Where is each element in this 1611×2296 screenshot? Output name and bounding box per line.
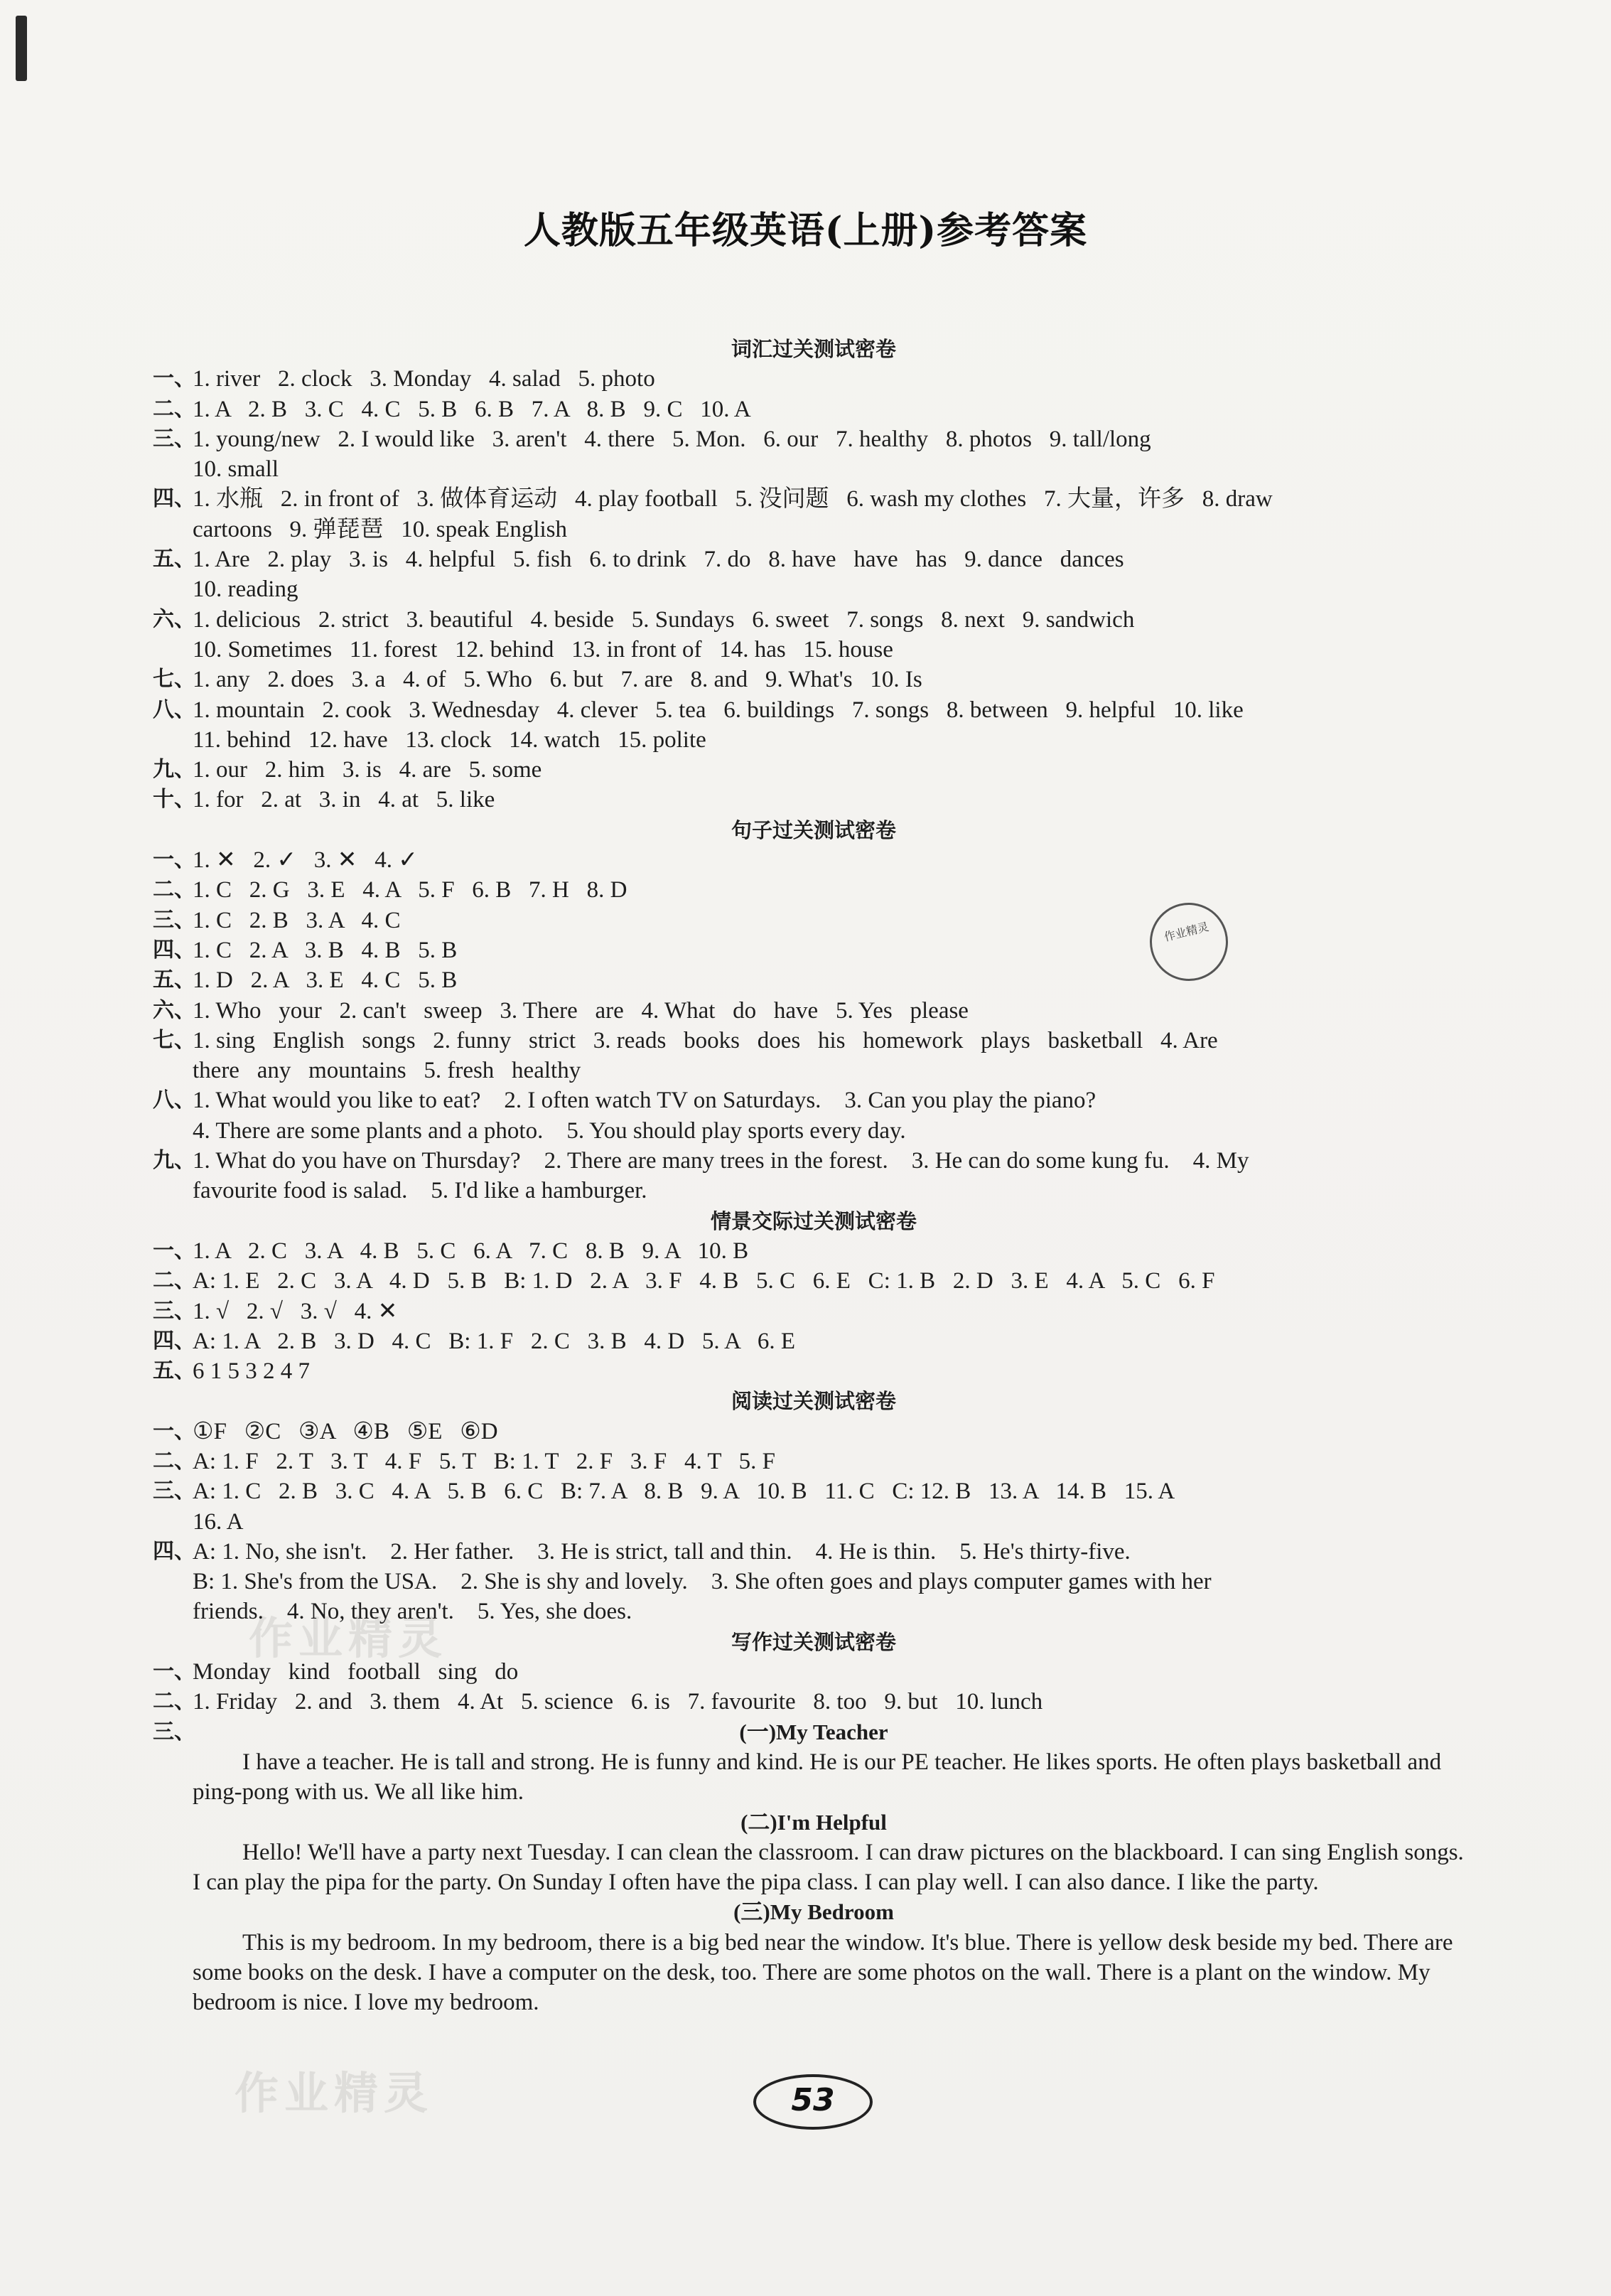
answer-line — [153, 996, 1475, 1026]
answer-line — [153, 424, 1475, 454]
answer-line — [153, 665, 1475, 694]
answer-line — [153, 695, 1475, 725]
answer-text: 1. Who your 2. can't sweep 3. There are 4. What do have 5. Yes please — [193, 997, 969, 1024]
answer-text: 1. A 2. B 3. C 4. C 5. B 6. B 7. A 8. B 9. C 10. A — [193, 396, 751, 422]
answer-line — [153, 1297, 1475, 1326]
answer-text: 6 1 5 3 2 4 7 — [193, 1358, 310, 1385]
scan-edge-mark — [16, 16, 27, 81]
answer-line — [153, 1507, 1475, 1537]
answer-text: 1. Friday 2. and 3. them 4. At 5. science 6. is 7. favourite 8. too 9. but 10. lunch — [193, 1689, 1043, 1715]
question-number: 三、 — [153, 1479, 195, 1504]
question-number: 一、 — [153, 366, 195, 392]
answer-line — [153, 935, 1475, 965]
answer-line — [153, 1657, 1475, 1687]
answer-line — [153, 1417, 1475, 1447]
answer-text: 11. behind 12. have 13. clock 14. watch 15. polite — [193, 726, 706, 753]
answer-text: 10. small — [193, 456, 279, 483]
question-number: 二、 — [153, 1689, 195, 1715]
answer-line — [153, 1537, 1475, 1567]
answer-line — [153, 574, 1475, 604]
answer-line — [153, 725, 1475, 755]
answer-text: 1. C 2. A 3. B 4. B 5. B — [193, 937, 458, 963]
question-number: 一、 — [153, 847, 195, 873]
page-title: 人教版五年级英语(上册)参考答案 — [523, 209, 1088, 252]
essay-question-line — [153, 1717, 1475, 1747]
watermark-stamp: 作业精灵 — [1141, 894, 1236, 989]
essay-body: Hello! We'll have a party next Tuesday. I can clean the classroom. I can draw pictures on the blackboard. I can sing English songs. I can play the pipa for the party. On Sunday I often have the pipa class. I can play well. I can also dance. I like the party. — [193, 1839, 1464, 1896]
essay-title: (二)I'm Helpful — [740, 1809, 887, 1835]
answer-line — [153, 1056, 1475, 1085]
question-number: 三、 — [153, 1298, 195, 1324]
answer-line — [153, 1266, 1475, 1296]
answer-line — [153, 545, 1475, 574]
answer-line — [153, 785, 1475, 815]
answer-text: 1. ✕ 2. ✓ 3. ✕ 4. ✓ — [193, 847, 418, 874]
answer-line — [153, 1176, 1475, 1206]
answer-line — [153, 1326, 1475, 1356]
answer-text: 1. What would you like to eat? 2. I often watch TV on Saturdays. 3. Can you play the piano? — [193, 1088, 1097, 1114]
watermark-text: 作业精灵 — [249, 1612, 448, 1664]
answer-text: 1. D 2. A 3. E 4. C 5. B — [193, 967, 458, 994]
answer-line — [153, 906, 1475, 935]
answer-text: 1. 水瓶 2. in front of 3. 做体育运动 4. play football 5. 没问题 6. wash my clothes 7. 大量，许多 8. draw — [193, 486, 1273, 513]
section-title: 写作过关测试密卷 — [731, 1629, 896, 1654]
answer-text: 4. There are some plants and a photo. 5. You should play sports every day. — [193, 1117, 906, 1144]
section-title: 情景交际过关测试密卷 — [710, 1208, 917, 1233]
question-number: 一、 — [153, 1238, 195, 1263]
answer-line — [153, 635, 1475, 665]
answer-line — [153, 1026, 1475, 1056]
answer-line — [153, 1236, 1475, 1266]
answer-text: 1. √ 2. √ 3. √ 4. ✕ — [193, 1298, 398, 1324]
answer-text: A: 1. F 2. T 3. T 4. F 5. T B: 1. T 2. F 3. F 4. T 5. F — [193, 1448, 776, 1474]
question-number: 三、 — [153, 907, 195, 933]
answer-text: 1. young/new 2. I would like 3. aren't 4. there 5. Mon. 6. our 7. healthy 8. photos 9. tall/long — [193, 426, 1151, 452]
answer-line — [153, 1146, 1475, 1176]
answer-text: 1. C 2. B 3. A 4. C — [193, 907, 401, 933]
question-number: 二、 — [153, 877, 195, 903]
answer-line — [153, 454, 1475, 484]
question-number: 一、 — [153, 1659, 195, 1685]
answer-text: A: 1. A 2. B 3. D 4. C B: 1. F 2. C 3. B 4. D 5. A 6. E — [193, 1328, 796, 1354]
question-number: 四、 — [153, 486, 195, 512]
answer-text: 16. A — [193, 1508, 244, 1535]
question-number: 四、 — [153, 937, 195, 962]
answer-line — [153, 1447, 1475, 1476]
page-number: 53 — [753, 2074, 873, 2130]
question-number: 六、 — [153, 606, 195, 632]
answer-text: 1. mountain 2. cook 3. Wednesday 4. clever 5. tea 6. buildings 7. songs 8. between 9. helpful 10. like — [193, 697, 1244, 723]
answer-text: favourite food is salad. 5. I'd like a hamburger. — [193, 1178, 647, 1204]
answer-text: A: 1. E 2. C 3. A 4. D 5. B B: 1. D 2. A 3. F 4. B 5. C 6. E C: 1. B 2. D 3. E 4. A 5. C 6. F — [193, 1268, 1215, 1294]
answer-line — [153, 1116, 1475, 1146]
question-number: 五、 — [153, 547, 195, 572]
question-number: 八、 — [153, 697, 195, 722]
answer-line — [153, 395, 1475, 424]
answer-text: 1. any 2. does 3. a 4. of 5. Who 6. but 7. are 8. and 9. What's 10. Is — [193, 667, 922, 693]
question-number: 四、 — [153, 1538, 195, 1564]
answer-text: A: 1. No, she isn't. 2. Her father. 3. He is strict, tall and thin. 4. He is thin. 5. He's thirty-five. — [193, 1538, 1131, 1565]
answer-text: 1. delicious 2. strict 3. beautiful 4. beside 5. Sundays 6. sweet 7. songs 8. next 9. sandwich — [193, 606, 1135, 633]
question-number: 一、 — [153, 1418, 195, 1444]
question-number: 十、 — [153, 787, 195, 812]
section-title: 阅读过关测试密卷 — [731, 1389, 896, 1414]
question-number: 四、 — [153, 1328, 195, 1353]
answer-text: A: 1. C 2. B 3. C 4. A 5. B 6. C B: 7. A 8. B 9. A 10. B 11. C C: 12. B 13. A 14. B 15. A — [193, 1479, 1175, 1505]
answer-line — [153, 1476, 1475, 1506]
question-number: 九、 — [153, 757, 195, 783]
question-number: 二、 — [153, 396, 195, 422]
answer-text: B: 1. She's from the USA. 2. She is shy and lovely. 3. She often goes and plays computer games with her — [193, 1569, 1212, 1595]
question-number: 五、 — [153, 967, 195, 993]
answer-line — [153, 605, 1475, 635]
watermark-text: 作业精灵 — [235, 2067, 434, 2119]
answer-line — [153, 965, 1475, 995]
answer-text: 1. our 2. him 3. is 4. are 5. some — [193, 757, 542, 783]
answer-line — [153, 1356, 1475, 1386]
answer-line — [153, 845, 1475, 875]
question-number: 二、 — [153, 1268, 195, 1294]
question-number: 七、 — [153, 1027, 195, 1053]
answer-line — [153, 364, 1475, 394]
essay-title: (三)My Bedroom — [733, 1899, 894, 1925]
question-number: 五、 — [153, 1358, 195, 1384]
answer-text: cartoons 9. 弹琵琶 10. speak English — [193, 516, 568, 542]
answer-content — [153, 334, 1475, 2018]
answer-line — [153, 875, 1475, 905]
answer-text: 1. What do you have on Thursday? 2. There are many trees in the forest. 3. He can do some kung fu. 4. My — [193, 1148, 1249, 1174]
answer-text: 10. Sometimes 11. forest 12. behind 13. in front of 14. has 15. house — [193, 636, 893, 662]
answer-text: 1. sing English songs 2. funny strict 3. reads books does his homework plays basketball 4. Are — [193, 1027, 1218, 1053]
answer-text: Monday kind football sing do — [193, 1659, 519, 1685]
answer-text: 1. A 2. C 3. A 4. B 5. C 6. A 7. C 8. B 9. A 10. B — [193, 1238, 749, 1264]
answer-text: 1. C 2. G 3. E 4. A 5. F 6. B 7. H 8. D — [193, 877, 627, 903]
essay-title: (一)My Teacher — [739, 1719, 888, 1744]
answer-text: ①F ②C ③A ④B ⑤E ⑥D — [193, 1418, 498, 1444]
essay-body: This is my bedroom. In my bedroom, there is a big bed near the window. It's blue. There is yellow desk beside my bed. There are some books on the desk. I have a computer on the desk, too. There are some photos on the wall. There is a plant on the window. My bedroom is nice. I love my bedroom. — [193, 1929, 1453, 2016]
answer-text: 1. for 2. at 3. in 4. at 5. like — [193, 787, 495, 813]
question-number: 三、 — [153, 1719, 195, 1744]
answer-line — [153, 515, 1475, 545]
question-number: 九、 — [153, 1148, 195, 1174]
answer-text: 1. Are 2. play 3. is 4. helpful 5. fish 6. to drink 7. do 8. have have has 9. dance dances — [193, 547, 1124, 573]
question-number: 七、 — [153, 667, 195, 692]
answer-line — [153, 1687, 1475, 1717]
answer-line — [153, 1085, 1475, 1115]
section-title: 词汇过关测试密卷 — [731, 337, 896, 361]
question-number: 三、 — [153, 426, 195, 451]
answer-text: there any mountains 5. fresh healthy — [193, 1058, 581, 1084]
answer-text: 1. river 2. clock 3. Monday 4. salad 5. photo — [193, 366, 655, 392]
question-number: 六、 — [153, 997, 195, 1023]
question-number: 八、 — [153, 1088, 195, 1113]
answer-line — [153, 1597, 1475, 1626]
answer-text: 10. reading — [193, 576, 298, 603]
essay-body: I have a teacher. He is tall and strong. He is funny and kind. He is our PE teacher. He likes sports. He often plays basketball and ping-pong with us. We all like him. — [193, 1749, 1442, 1806]
question-number: 二、 — [153, 1448, 195, 1474]
answer-line — [153, 484, 1475, 514]
answer-text: friends. 4. No, they aren't. 5. Yes, she does. — [193, 1599, 632, 1625]
section-title: 句子过关测试密卷 — [731, 817, 896, 842]
answer-line — [153, 755, 1475, 785]
answer-line — [153, 1567, 1475, 1597]
